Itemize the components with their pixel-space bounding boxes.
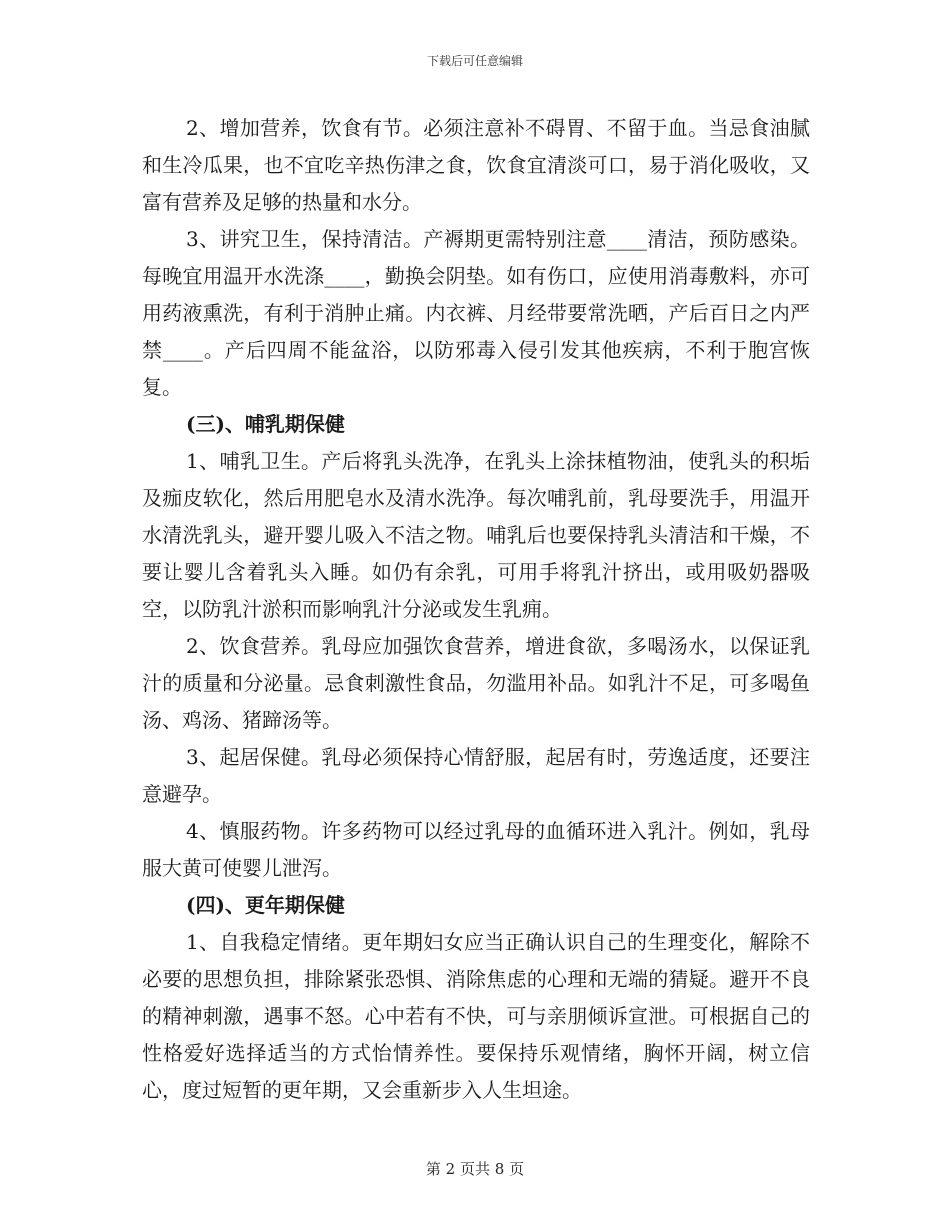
section-heading-lactation: (三)、哺乳期保健 xyxy=(186,412,345,436)
paragraph-medication: 4、慎服药物。许多药物可以经过乳母的血循环进入乳汁。例如，乳母服大黄可使婴儿泄泻。 xyxy=(142,819,810,880)
paragraph-hygiene: 3、讲究卫生，保持清洁。产褥期更需特别注意____清洁，预防感染。每晚宜用温开水洗涤____，勤换会阴垫。如有伤口，应使用消毒敷料，亦可用药液熏洗，有利于消肿止痛。内衣裤、月经带要常洗晒，产后百日之内严禁____。产后四周不能盆浴，以防邪毒入侵引发其他疾病，不利于胞宫恢复。 xyxy=(142,227,810,399)
paragraph-emotional-stability: 1、自我稳定情绪。更年期妇女应当正确认识自己的生理变化，解除不必要的思想负担，排除紧张恐惧、消除焦虑的心理和无端的猜疑。避开不良的精神刺激，遇事不怒。心中若有不快，可与亲朋倾诉宣泄。可根据自己的性格爱好选择适当的方式怡情养性。要保持乐观情绪，胸怀开阔，树立信心，度过短暂的更年期，又会重新步入人生坦途。 xyxy=(142,930,810,1102)
paragraph-daily-care: 3、起居保健。乳母必须保持心情舒服，起居有时，劳逸适度，还要注意避孕。 xyxy=(142,745,810,806)
page-header: 下载后可任意编辑 xyxy=(426,54,523,68)
paragraph-breastfeeding-hygiene: 1、哺乳卫生。产后将乳头洗净，在乳头上涂抹植物油，使乳头的积垢及痂皮软化，然后用肥皂水及清水洗净。每次哺乳前，乳母要洗手，用温开水清洗乳头，避开婴儿吸入不洁之物。哺乳后也要保持乳头清洁和干燥，不要让婴儿含着乳头入睡。如仍有余乳，可用手将乳汁挤出，或用吸奶器吸空，以防乳汁淤积而影响乳汁分泌或发生乳痈。 xyxy=(142,449,810,621)
page-footer: 第 2 页共 8 页 xyxy=(425,1160,525,1178)
paragraph-diet-nutrition: 2、饮食营养。乳母应加强饮食营养，增进食欲，多喝汤水，以保证乳汁的质量和分泌量。忌食刺激性食品，勿滥用补品。如乳汁不足，可多喝鱼汤、鸡汤、猪蹄汤等。 xyxy=(142,634,810,732)
document-body xyxy=(142,110,810,1109)
section-heading-menopause: (四)、更年期保健 xyxy=(186,893,345,917)
paragraph-nutrition: 2、增加营养，饮食有节。必须注意补不碍胃、不留于血。当忌食油腻和生冷瓜果，也不宜吃辛热伤津之食，饮食宜清淡可口，易于消化吸收，又富有营养及足够的热量和水分。 xyxy=(142,116,810,214)
